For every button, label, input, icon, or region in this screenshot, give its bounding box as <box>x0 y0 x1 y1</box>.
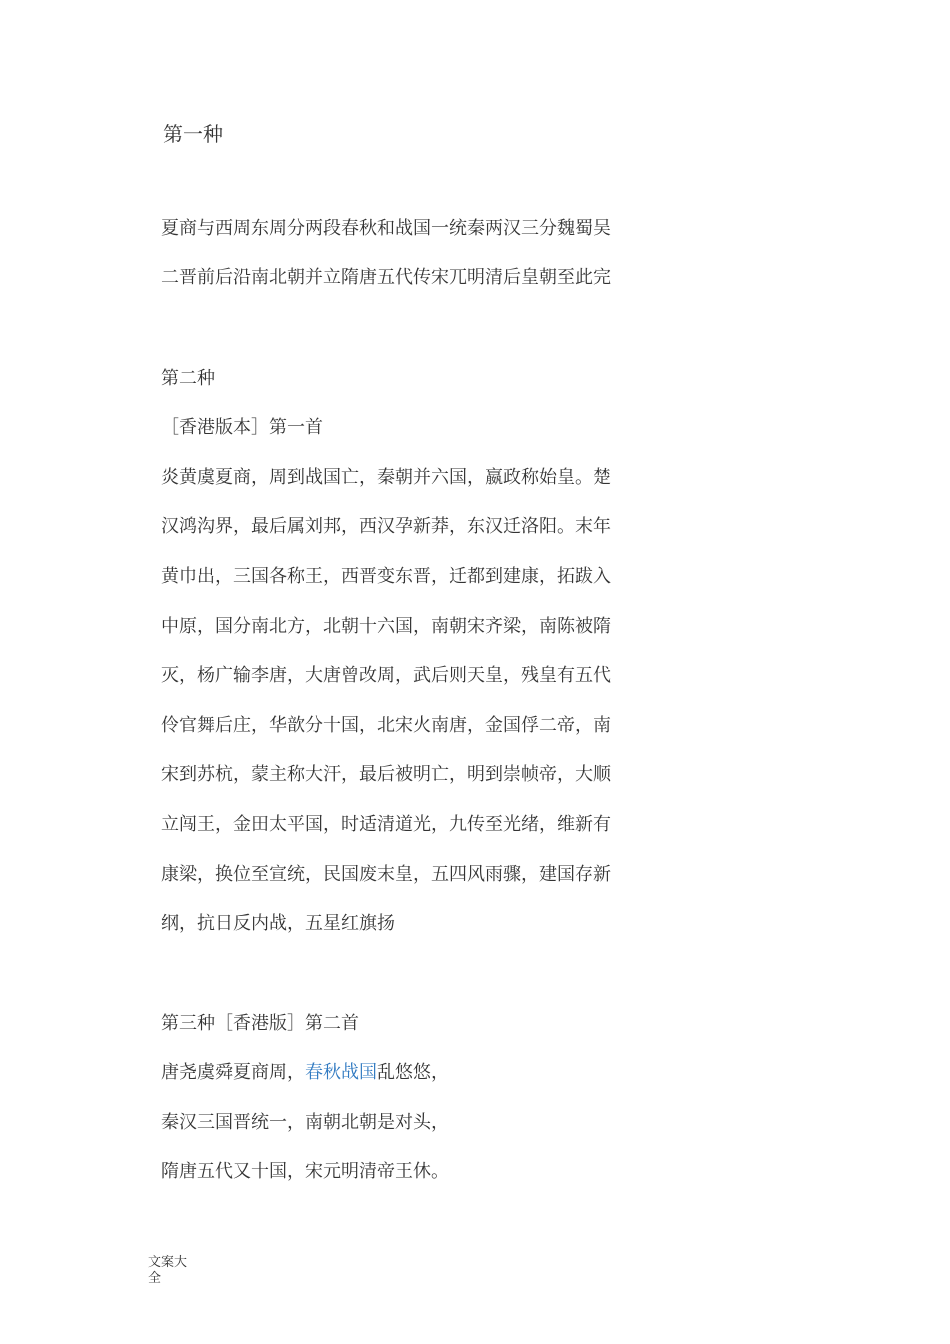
section-2-line-1: 炎黄虞夏商，周到战国亡，秦朝并六国，嬴政称始皇。楚 <box>161 467 611 488</box>
section-1-line-2: 二晋前后沿南北朝并立隋唐五代传宋兀明清后皇朝至此完 <box>161 267 611 288</box>
section-2-line-5: 灭，杨广输李唐，大唐曾改周，武后则天皇，残皇有五代 <box>161 665 611 686</box>
section-1-line-1: 夏商与西周东周分两段春秋和战国一统秦两汉三分魏蜀吴 <box>161 218 611 239</box>
section-2-line-9: 康梁，换位至宣统，民国废末皇，五四风雨骤，建国存新 <box>161 864 611 885</box>
section-3-line-3: 隋唐五代又十国，宋元明清帝王休。 <box>161 1161 449 1182</box>
section-2-subtitle: ［香港版本］第一首 <box>161 417 323 438</box>
section-1-title: 第一种 <box>163 122 223 146</box>
section-3-title: 第三种［香港版］第二首 <box>161 1013 359 1034</box>
section-2-line-2: 汉鸿沟界，最后属刘邦，西汉孕新莽，东汉迁洛阳。末年 <box>161 516 611 537</box>
section-2-title: 第二种 <box>161 368 215 389</box>
section-3-line-2: 秦汉三国晋统一，南朝北朝是对头， <box>161 1112 449 1133</box>
section-3-line-1-start: 唐尧虞舜夏商周， <box>161 1062 305 1083</box>
section-2-line-10: 纲，抗日反内战，五星红旗扬 <box>161 913 395 934</box>
section-2-line-7: 宋到苏杭，蒙主称大汗，最后被明亡，明到崇帧帝，大顺 <box>161 764 611 785</box>
section-3-line-1-end: 乱悠悠， <box>377 1062 449 1083</box>
section-2-line-4: 中原，国分南北方，北朝十六国，南朝宋齐梁，南陈被隋 <box>161 616 611 637</box>
section-2-line-6: 伶官舞后庄，华歆分十国，北宋火南唐，金国俘二帝，南 <box>161 715 611 736</box>
section-2-line-8: 立闯王，金田太平国，时适清道光，九传至光绪，维新有 <box>161 814 611 835</box>
chunqiu-zhanguo-link[interactable]: 春秋战国 <box>305 1062 377 1083</box>
footer-watermark: 文案大全 <box>148 1255 188 1286</box>
section-3-line-1 <box>161 1060 449 1086</box>
section-2-line-3: 黄巾出，三国各称王，西晋变东晋，迁都到建康，拓跋入 <box>161 566 611 587</box>
